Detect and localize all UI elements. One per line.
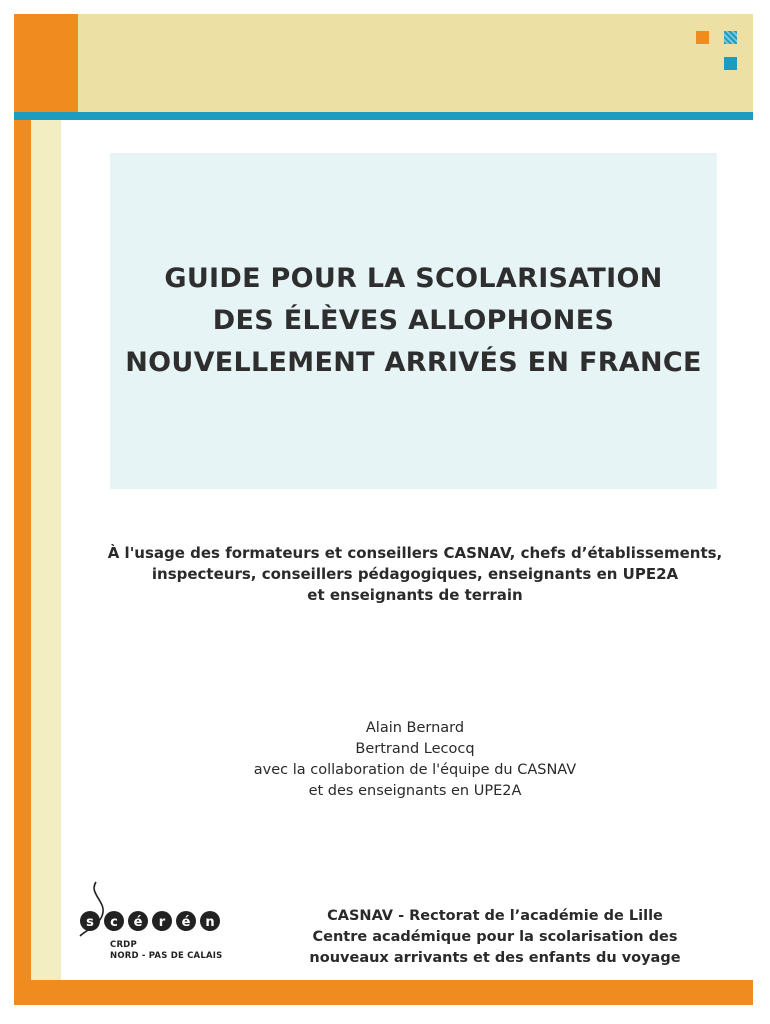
authors-block — [80, 718, 750, 802]
subtitle-line: et enseignants de terrain — [307, 586, 523, 604]
crdp-line1: CRDP — [110, 940, 137, 950]
publisher-line: CASNAV - Rectorat de l’académie de Lille — [327, 908, 663, 924]
title-line: NOUVELLEMENT ARRIVÉS EN FRANCE — [125, 347, 702, 378]
publisher-block — [290, 906, 700, 969]
subtitle-line: inspecteurs, conseillers pédagogiques, enseignants en UPE2A — [151, 565, 679, 583]
crdp-label — [110, 940, 222, 962]
left-cream-strip — [31, 120, 61, 1005]
left-orange-strip — [14, 120, 31, 1005]
title-line: DES ÉLÈVES ALLOPHONES — [212, 305, 615, 336]
crdp-line2: NORD - PAS DE CALAIS — [110, 951, 223, 961]
title-line: GUIDE POUR LA SCOLARISATION — [164, 263, 663, 294]
audience-text — [80, 543, 750, 606]
subtitle-line: À l'usage des formateurs et conseillers CASNAV, chefs d’établissements, — [107, 544, 723, 562]
publisher-line: nouveaux arrivants et des enfants du voyage — [309, 950, 681, 966]
author-line: Bertrand Lecocq — [355, 741, 475, 757]
teal-rule — [14, 112, 753, 120]
logo-letter: n — [205, 915, 215, 930]
author-line: et des enseignants en UPE2A — [308, 783, 522, 799]
logo-letter: r — [158, 915, 166, 930]
top-left-orange-block — [14, 14, 78, 112]
orange-square-icon — [696, 31, 709, 44]
logo-letter: é — [133, 915, 143, 930]
teal-square-icon — [724, 57, 737, 70]
author-line: avec la collaboration de l'équipe du CASNAV — [253, 762, 577, 778]
patterned-square-icon — [724, 31, 737, 44]
top-band — [78, 14, 753, 112]
document-title — [110, 258, 717, 384]
sceren-logo-graphic — [78, 880, 238, 940]
logo-letter: c — [110, 915, 118, 930]
logo-letter: é — [181, 915, 191, 930]
publisher-line: Centre académique pour la scolarisation des — [312, 929, 678, 945]
bottom-orange-bar — [14, 980, 753, 1005]
logo-letter: s — [86, 915, 94, 930]
author-line: Alain Bernard — [365, 720, 465, 736]
